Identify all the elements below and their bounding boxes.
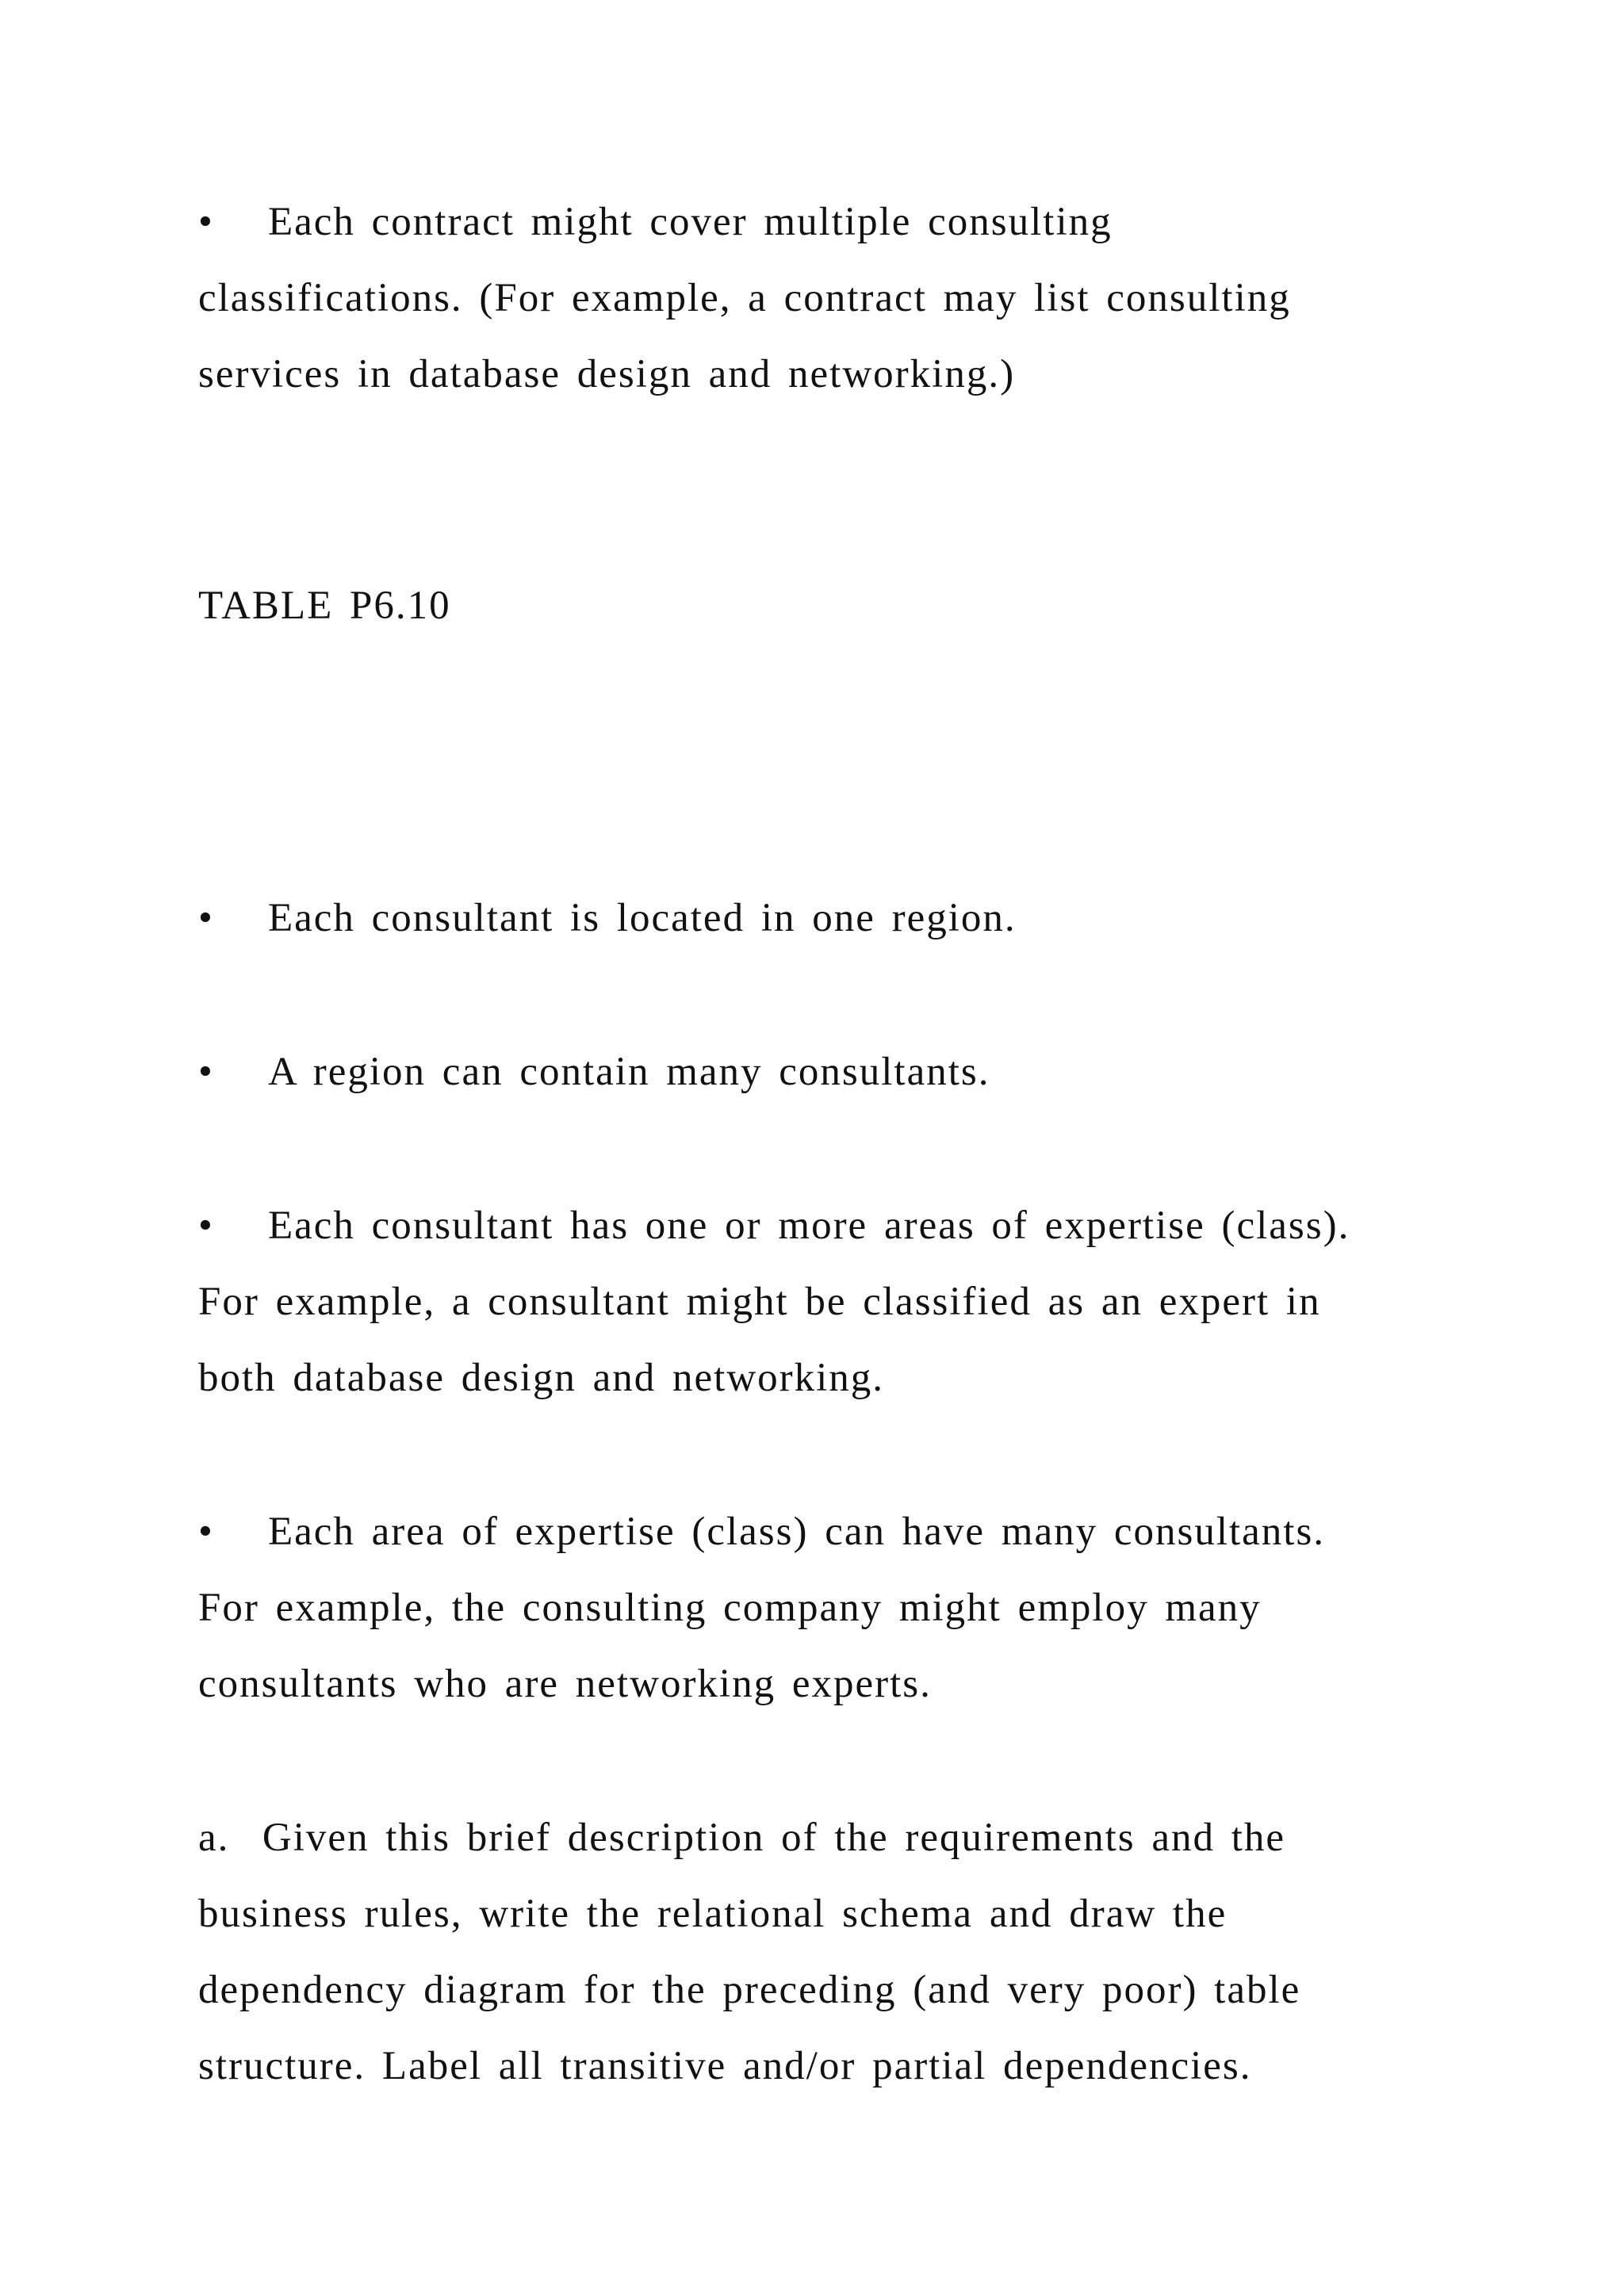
bullet-icon: •	[198, 896, 214, 940]
paragraph-line	[198, 184, 1435, 260]
paragraph-text: Each consultant is located in one region.	[268, 896, 1017, 940]
paragraph-line	[198, 1494, 1435, 1570]
paragraph-line	[198, 1800, 1435, 1876]
rule-bullet-paragraph	[198, 1494, 1435, 1722]
paragraph-line: For example, the consulting company might employ many	[198, 1586, 1262, 1630]
paragraph-line: For example, a consultant might be classified as an expert in	[198, 1280, 1321, 1324]
paragraph-line: classifications. (For example, a contract may list consulting	[198, 276, 1291, 320]
bullet-icon: •	[198, 1203, 214, 1248]
rule-bullet-paragraph	[198, 880, 1435, 956]
bullet-icon: •	[198, 200, 214, 244]
paragraph-text: A region can contain many consultants.	[268, 1050, 990, 1094]
rule-bullet-paragraph	[198, 1034, 1435, 1110]
bullet-icon: •	[198, 1510, 214, 1554]
rule-bullet-paragraph	[198, 1188, 1435, 1416]
paragraph-text: Each contract might cover multiple consulting	[268, 200, 1113, 244]
question-marker: a.	[198, 1816, 230, 1860]
paragraph-line	[198, 880, 1435, 956]
paragraph-text: Given this brief description of the requirements and the	[262, 1816, 1286, 1860]
question-paragraph	[198, 1800, 1435, 2104]
paragraph-text: Each area of expertise (class) can have many consultants.	[268, 1510, 1326, 1554]
paragraph-line: both database design and networking.	[198, 1356, 885, 1400]
paragraph-line: services in database design and networking.)	[198, 352, 1016, 396]
bullet-icon: •	[198, 1050, 214, 1094]
paragraph-line	[198, 1034, 1435, 1110]
paragraph-line: consultants who are networking experts.	[198, 1662, 932, 1706]
paragraph-text: Each consultant has one or more areas of expertise (class).	[268, 1203, 1350, 1248]
paragraph-line: dependency diagram for the preceding (and very poor) table	[198, 1968, 1301, 2012]
paragraph-line	[198, 1188, 1435, 1264]
table-label: TABLE P6.10	[198, 584, 451, 628]
paragraph-line: structure. Label all transitive and/or partial dependencies.	[198, 2044, 1252, 2088]
contract-bullet-paragraph	[198, 184, 1435, 412]
paragraph-line: business rules, write the relational schema and draw the	[198, 1892, 1228, 1936]
